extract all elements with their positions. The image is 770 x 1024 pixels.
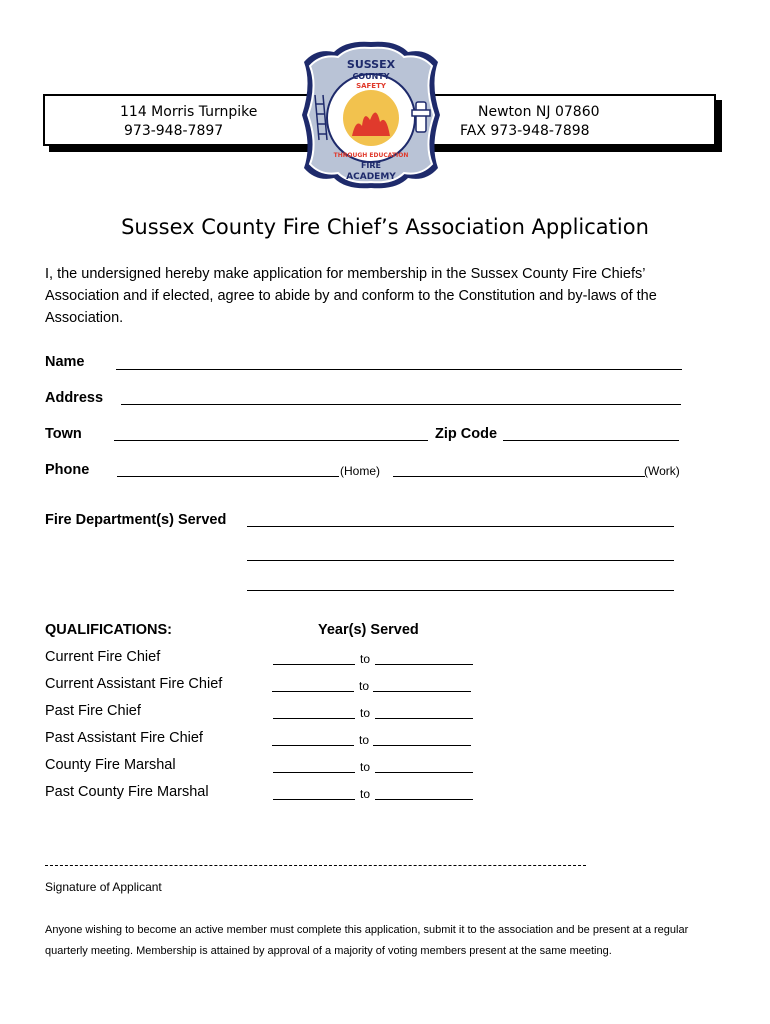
logo-safety-text: SAFETY (356, 82, 386, 90)
qualification-label: Current Assistant Fire Chief (45, 676, 223, 692)
qualification-label: Current Fire Chief (45, 649, 161, 665)
years-served-heading: Year(s) Served (318, 622, 419, 638)
qualification-label: Past Fire Chief (45, 703, 141, 719)
footer-line-1: Anyone wishing to become an active member must complete this application, submit it to the association and be present at a regular (45, 924, 689, 936)
fire-academy-logo-icon (298, 40, 444, 190)
fax-number: FAX 973-948-7898 (460, 123, 590, 139)
year-from-field[interactable] (273, 664, 355, 665)
qualifications-heading: QUALIFICATIONS: (45, 622, 172, 638)
year-to-field[interactable] (373, 691, 471, 692)
intro-paragraph: I, the undersigned hereby make application for membership in the Sussex County Fire Chiefs’ Association and if elected, agree to abide by and conform to the Constitution and by-laws of the Association. (45, 266, 657, 326)
to-label: to (360, 706, 371, 720)
work-label: (Work) (644, 464, 680, 478)
year-to-field[interactable] (375, 664, 473, 665)
logo-academy-text: ACADEMY (346, 172, 396, 182)
logo-ring-text: THROUGH EDUCATION (333, 152, 409, 159)
town-field[interactable] (114, 440, 428, 441)
name-field[interactable] (116, 369, 682, 370)
year-to-field[interactable] (375, 799, 473, 800)
qualification-label: Past County Fire Marshal (45, 784, 209, 800)
to-label: to (359, 679, 370, 693)
department-field-3[interactable] (247, 590, 674, 591)
year-from-field[interactable] (273, 772, 355, 773)
logo-fire-text: FIRE (360, 161, 382, 170)
department-field-2[interactable] (247, 560, 674, 561)
signature-field[interactable] (45, 865, 586, 866)
year-from-field[interactable] (273, 799, 355, 800)
zip-field[interactable] (503, 440, 679, 441)
logo-sussex-text: SUSSEX (346, 58, 396, 71)
signature-label: Signature of Applicant (45, 880, 162, 894)
logo-county-text: COUNTY (352, 72, 390, 81)
year-from-field[interactable] (273, 718, 355, 719)
home-phone-field[interactable] (117, 476, 339, 477)
year-to-field[interactable] (373, 745, 471, 746)
address-field[interactable] (121, 404, 681, 405)
year-to-field[interactable] (375, 772, 473, 773)
to-label: to (359, 733, 370, 747)
year-from-field[interactable] (272, 745, 354, 746)
department-field-1[interactable] (247, 526, 674, 527)
departments-label: Fire Department(s) Served (45, 512, 227, 528)
year-from-field[interactable] (272, 691, 354, 692)
phone-label: Phone (45, 462, 90, 478)
page-title: Sussex County Fire Chief’s Association Application (121, 215, 649, 239)
phone-number: 973-948-7897 (124, 123, 224, 139)
year-to-field[interactable] (375, 718, 473, 719)
qualification-label: County Fire Marshal (45, 757, 176, 773)
to-label: to (360, 760, 371, 774)
name-label: Name (45, 354, 85, 370)
footer-line-2: quarterly meeting. Membership is attained by approval of a majority of voting members present at the same meeting. (45, 945, 612, 957)
work-phone-field[interactable] (393, 476, 645, 477)
to-label: to (360, 787, 371, 801)
qualification-label: Past Assistant Fire Chief (45, 730, 203, 746)
zip-label: Zip Code (435, 426, 498, 442)
home-label: (Home) (340, 464, 381, 478)
city-line: Newton NJ 07860 (478, 104, 600, 120)
town-label: Town (45, 426, 82, 442)
address-label: Address (45, 390, 104, 406)
address-line: 114 Morris Turnpike (120, 104, 258, 120)
to-label: to (360, 652, 371, 666)
